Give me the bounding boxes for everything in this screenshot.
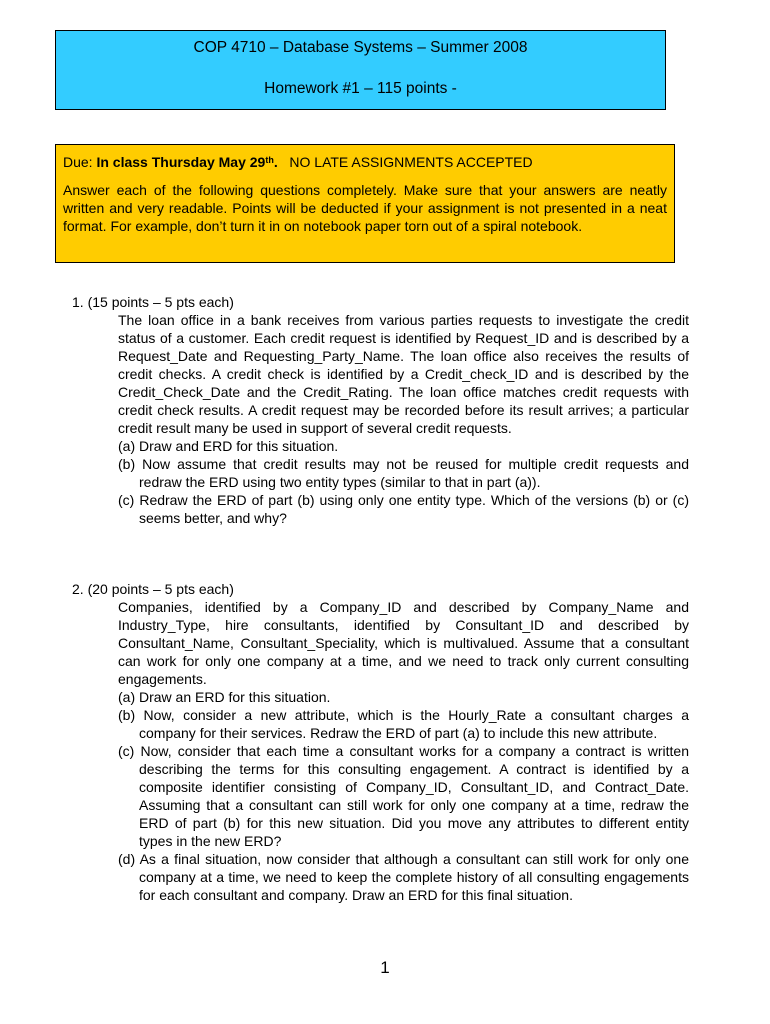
- question-2-part-d: (d) As a final situation, now consider that although a consultant can still work for only one company at a time, we need to keep the complete history of all consulting engagements for each consultant and company. Draw an ERD for this final situation.: [118, 851, 689, 903]
- question-1-heading: 1. (15 points – 5 pts each): [72, 294, 234, 310]
- question-1-part-b: (b) Now assume that credit results may not be reused for multiple credit requests and redraw the ERD using two entity types (similar to that in part (a)).: [118, 456, 689, 490]
- due-line: [63, 153, 667, 171]
- question-1-body: The loan office in a bank receives from various parties requests to investigate the credit status of a customer. Each credit request is identified by Request_ID and is described by a Request_Date and Requesting_Party_Name. The loan office also receives the results of credit checks. A credit check is identified by a Credit_check_ID and is described by the Credit_Check_Date and the Credit_Rating. The loan office matches credit requests with credit check results. A credit request may be recorded before its result arrives; a particular credit result many be used in support of several credit requests.: [118, 312, 689, 436]
- question-1-part-a: (a) Draw and ERD for this situation.: [118, 438, 339, 454]
- question-1-part-c: (c) Redraw the ERD of part (b) using only one entity type. Which of the versions (b) or (c) seems better, and why?: [118, 492, 689, 526]
- question-2-part-a: (a) Draw an ERD for this situation.: [118, 689, 331, 705]
- late-warning: NO LATE ASSIGNMENTS ACCEPTED: [289, 154, 533, 170]
- title-box: [55, 30, 666, 110]
- course-title: COP 4710 – Database Systems – Summer 2008: [193, 39, 528, 56]
- page-number: 1: [380, 958, 390, 977]
- instructions: Answer each of the following questions completely. Make sure that your answers are neatly written and very readable. Points will be deducted if your assignment is not presented in a neat format. For example, don’t turn it in on notebook paper torn out of a spiral notebook.: [63, 182, 667, 234]
- question-1: [72, 293, 689, 527]
- question-2-part-b: (b) Now, consider a new attribute, which is the Hourly_Rate a consultant charges a company for their services. Redraw the ERD of part (a) to include this new attribute.: [118, 707, 689, 741]
- question-2-body: Companies, identified by a Company_ID and described by Company_Name and Industry_Type, hire consultants, identified by Consultant_ID and described by Consultant_Name, Consultant_Speciality, which is multivalued. Assume that a consultant can work for only one company at a time, and we need to track only current consulting engagements.: [118, 599, 689, 687]
- question-2: [72, 580, 689, 904]
- question-2-heading: 2. (20 points – 5 pts each): [72, 581, 234, 597]
- due-date: In class Thursday May 29th.: [96, 154, 278, 170]
- homework-title: Homework #1 – 115 points -: [264, 80, 457, 97]
- question-2-part-c: (c) Now, consider that each time a consultant works for a company a contract is written describing the terms for this consulting engagement. A contract is identified by a composite identifier consisting of Company_ID, Consultant_ID, and Contract_Date. Assuming that a consultant can still work for only one company at a time, redraw the ERD of part (b) for this new situation. Did you move any attributes to different entity types in the new ERD?: [118, 743, 689, 849]
- due-label: Due:: [63, 154, 93, 170]
- due-box: [55, 144, 675, 263]
